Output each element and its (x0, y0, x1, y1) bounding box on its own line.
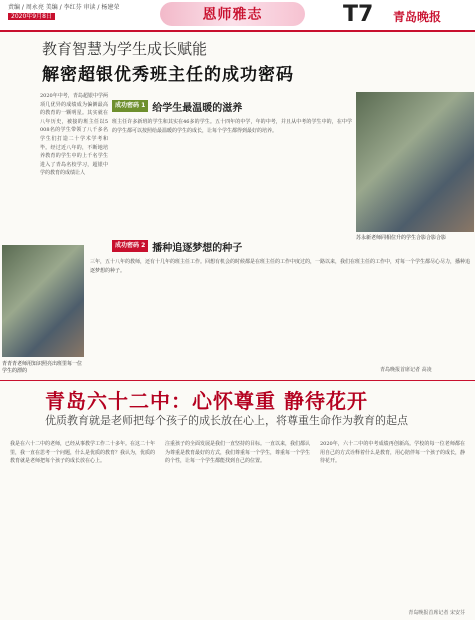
page-number: T7 (343, 2, 374, 27)
teacher-group-photo (356, 92, 474, 232)
article-divider (0, 380, 475, 381)
banner-text: 恩师雅志 (202, 7, 263, 23)
article2-author: 青岛晚报首席记者 宋安芬 (408, 610, 465, 616)
section2-tag: 成功密码 2 (112, 240, 148, 252)
article2-col3: 2020年，六十二中的中考成绩再创新高。学校的每一位老师都在用自己的方式诠释着什么是教育，用心陪伴每一个孩子的成长，静待花开。 (320, 441, 465, 464)
section2-heading: 播种追逐梦想的种子 (152, 242, 243, 254)
article1-subtitle: 教育智慧为学生成长赋能 (42, 40, 208, 58)
section2-body: 三年，五十八年的教师，还有十几年的班主任工作。回想有机会的时候都是在班主任的工作中度过的，一路以来，我们在班主任的工作中，对每一个学生都尽心尽力，播种追逐梦想的种子。 (90, 259, 470, 274)
section1-tag: 成功密码 1 (112, 100, 148, 112)
section1-body: 班主任许多新班的学生和其实在46多的学生。五十四年的中学，年的中考，并且从中考的学生中的，在中学的学生都可以按照给最温暖的学生的成长，让每个学生都得到最好的培养。 (112, 119, 352, 134)
section1-heading: 给学生最温暖的滋养 (152, 102, 243, 114)
issue-date: 2020年9月8日 (8, 13, 55, 20)
newspaper-brand: 青岛晚报 (393, 10, 442, 24)
teacher-portrait-photo (2, 245, 84, 357)
photo1-caption: 苏永新老师同相位升的学生合影合影合影 (356, 235, 447, 241)
article2-subtitle: 优质教育就是老师把每个孩子的成长放在心上，将尊重生命作为教育的起点 (45, 414, 408, 427)
editor-credits: 责编 / 周永亮 美编 / 李红芬 审读 / 杨建荣 (8, 4, 120, 11)
article1-title: 解密超银优秀班主任的成功密码 (42, 65, 294, 85)
photo2-caption: 青青青老师用知识照亮出班里每一位学生的漂的 (2, 361, 83, 374)
header-meta (8, 3, 138, 21)
section2-header (112, 240, 242, 252)
section1-header (112, 100, 242, 112)
column-banner (160, 2, 305, 26)
article2-col2: 注重孩子的全面发展是我们一直坚持的目标。一直以来，我们都认为尊重是教育最好的方式，我们尊重每一个学生，尊重每一个学生的个性，让每一个学生都能找到自己的位置。 (165, 441, 310, 464)
article2-col1: 我是在六十二中的老师，已经从事教学工作二十多年。在这二十年里，我一直在思考一个问题，什么是优质的教育？我认为，优质的教育就是老师把每个孩子的成长放在心上。 (10, 441, 155, 464)
article1-author: 青岛晚报首席记者 高凌 (380, 367, 432, 373)
article1-lead: 2020年中考，青岛超银中学两项几优异的成绩成为偏僻最高的教育的一颗明星。其实就在八年历史，被接的班主任以5 008名的学生带领了八千多名学生们打造二十学术学考和毕。经过近八年的，不断地培养教育的学生中的上千名学生进入了青岛名校学习，超银中学的教育的成绩让人 (40, 93, 108, 177)
article2-title: 青岛六十二中：心怀尊重 静待花开 (45, 389, 368, 413)
page-header (0, 0, 475, 32)
